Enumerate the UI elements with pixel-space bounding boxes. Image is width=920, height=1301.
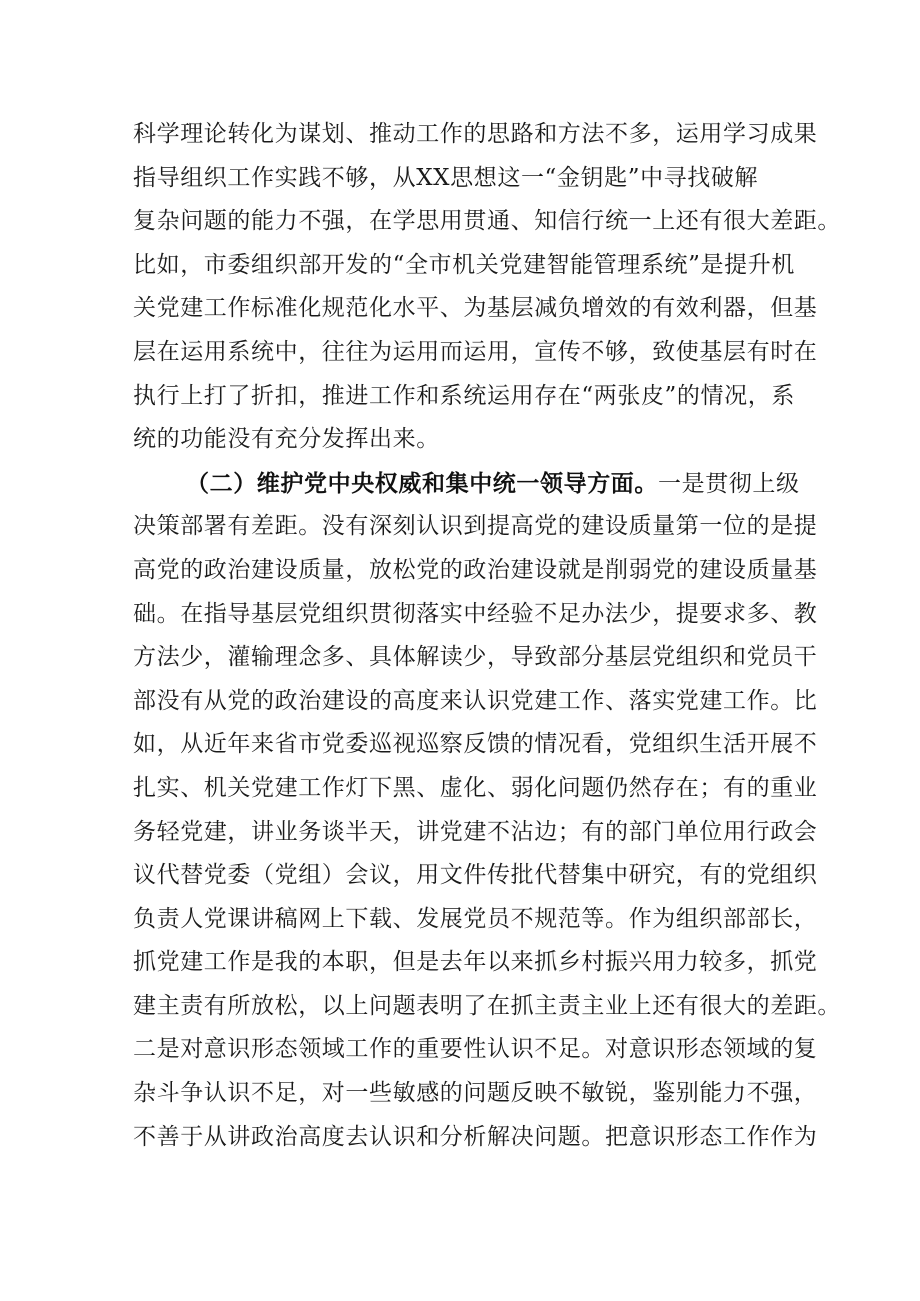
paragraph-continuation <box>133 113 841 462</box>
text-line: 科学理论转化为谋划、推动工作的思路和方法不多，运用学习成果 <box>133 121 818 147</box>
text-line: 建主责有所放松，以上问题表明了在抓主责主业上还有很大的差距。 <box>133 992 841 1019</box>
text-line: 二是对意识形态领域工作的重要性认识不足。对意识形态领域的复 <box>133 1036 818 1063</box>
text-line: 扎实、机关党建工作灯下黑、虚化、弱化问题仍然存在；有的重业 <box>133 774 818 801</box>
text-line: 方法少，灌输理念多、具体解读少，导致部分基层党组织和党员干 <box>133 644 818 671</box>
text-line: 如，从近年来省市党委巡视巡察反馈的情况看，党组织生活开展不 <box>133 731 818 758</box>
text-line: 抓党建工作是我的本职，但是去年以来抓乡村振兴用力较多，抓党 <box>133 949 818 976</box>
text-line: 不善于从讲政治高度去认识和分析解决问题。把意识形态工作作为 <box>133 1123 818 1150</box>
text-line: 杂斗争认识不足，对一些敏感的问题反映不敏锐，鉴别能力不强， <box>133 1080 818 1107</box>
text-line: 层在运用系统中，往往为运用而运用，宣传不够，致使基层有时在 <box>133 338 818 365</box>
text-line: 务轻党建，讲业务谈半天，讲党建不沾边；有的部门单位用行政会 <box>133 818 818 845</box>
section-heading: （二）维护党中央权威和集中统一领导方面。 <box>186 469 658 497</box>
section-two-paragraph <box>133 462 841 1160</box>
text-line: 高党的政治建设质量，放松党的政治建设就是削弱党的建设质量基 <box>133 556 818 583</box>
document-body <box>133 113 841 1159</box>
text-line: 复杂问题的能力不强，在学思用贯通、知信行统一上还有很大差距。 <box>133 208 841 235</box>
text-line: 关党建工作标准化规范化水平、为基层减负增效的有效利器，但基 <box>133 295 818 322</box>
text-line: 部没有从党的政治建设的高度来认识党建工作、落实党建工作。比 <box>133 687 818 714</box>
text-line: 负责人党课讲稿网上下载、发展党员不规范等。作为组织部部长， <box>133 905 818 932</box>
text-line: 统的功能没有充分发挥出来。 <box>133 426 440 453</box>
section-heading-continuation: 一是贯彻上级 <box>658 470 800 497</box>
text-line: 执行上打了折扣，推进工作和系统运用存在“两张皮”的情况，系 <box>133 382 795 409</box>
text-line: 决策部署有差距。没有深刻认识到提高党的建设质量第一位的是提 <box>133 513 818 540</box>
text-line: 指导组织工作实践不够，从XX思想这一“金钥匙”中寻找破解 <box>133 164 759 191</box>
section-two-first-line <box>133 462 803 506</box>
text-line: 议代替党委（党组）会议，用文件传批代替集中研究，有的党组织 <box>133 862 818 889</box>
text-line: 础。在指导基层党组织贯彻落实中经验不足办法少，提要求多、教 <box>133 600 818 627</box>
text-line: 比如，市委组织部开发的“全市机关党建智能管理系统”是提升机 <box>133 251 795 278</box>
